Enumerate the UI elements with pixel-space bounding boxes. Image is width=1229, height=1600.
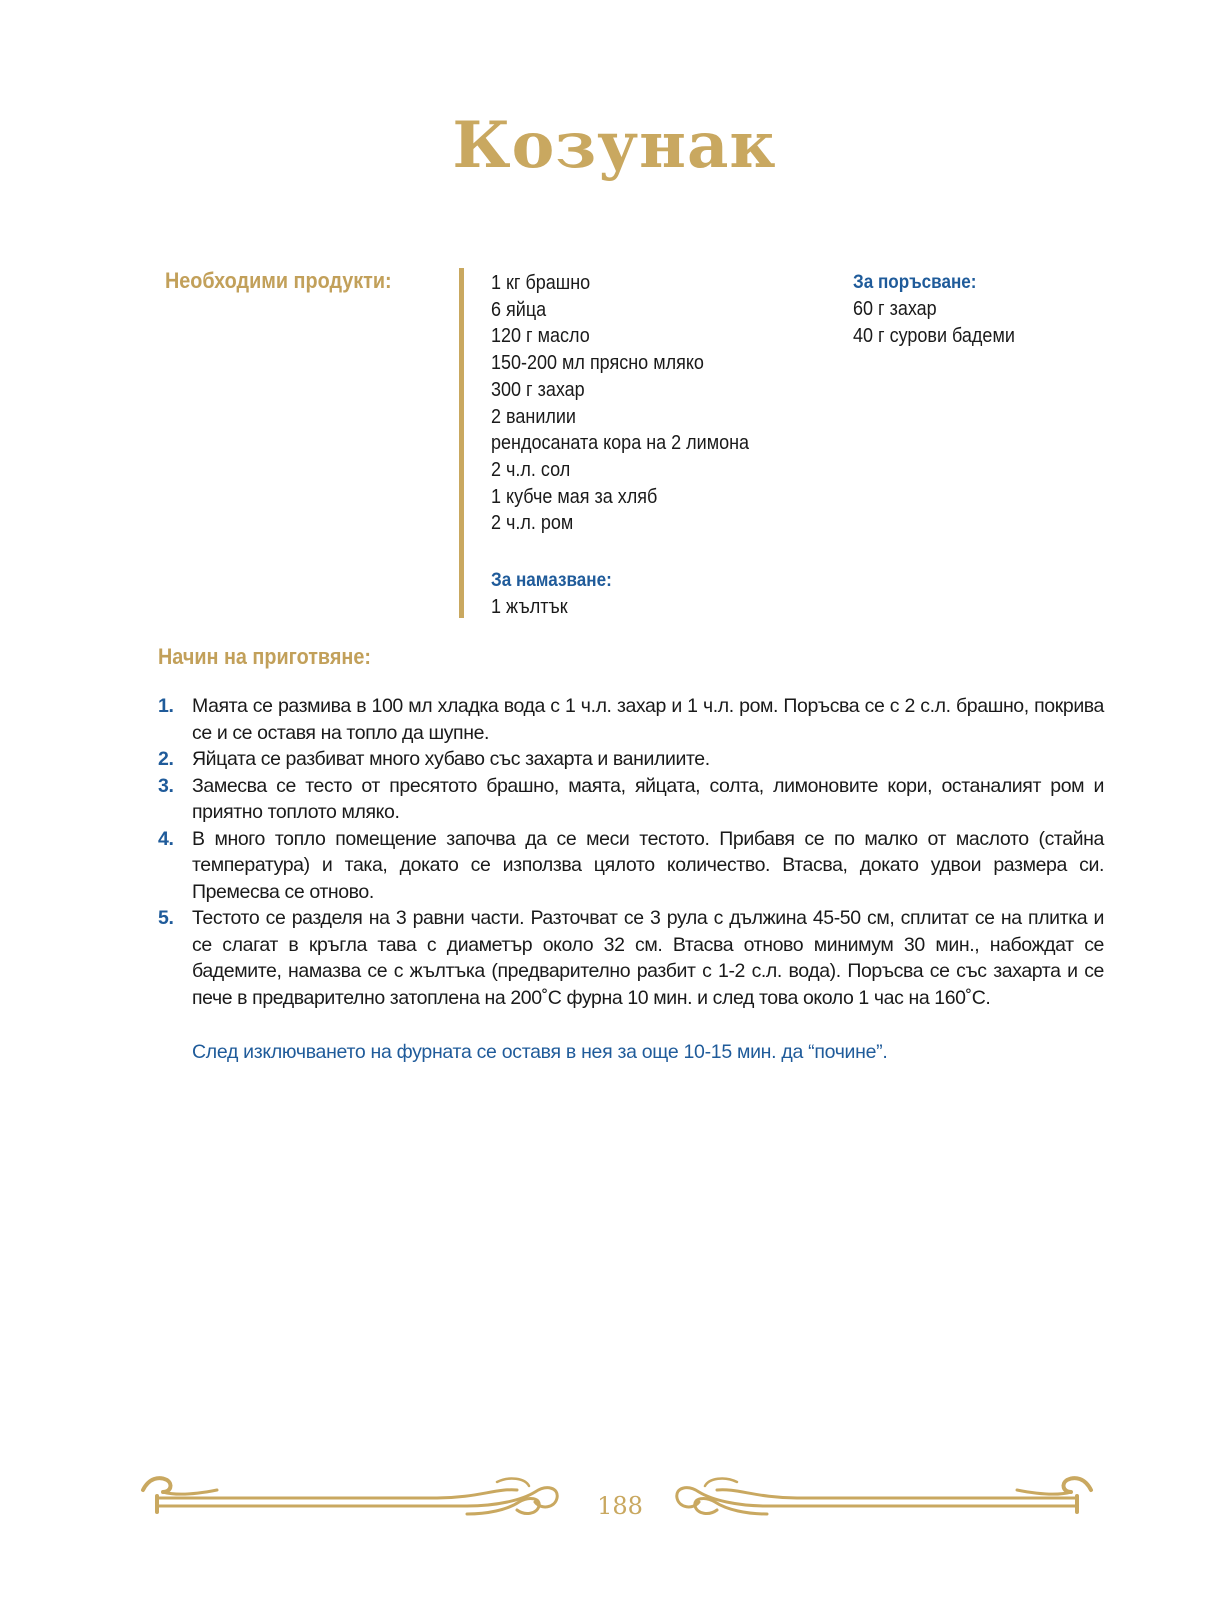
ingredients-heading: Необходими продукти: <box>165 268 392 293</box>
ornamental-scroll-icon <box>137 1470 567 1520</box>
brush-heading: За намазване: <box>491 570 612 591</box>
step-text: Замесва се тесто от пресятото брашно, маята, яйцата, солта, лимоновите кори, останалият ром и приятно топлото мляко. <box>192 774 1104 823</box>
ingredient-item: 1 кг брашно <box>491 272 591 294</box>
method-step <box>158 693 1104 746</box>
sprinkle-heading: За поръсване: <box>853 272 977 293</box>
ingredient-item: 2 ванилии <box>491 405 576 428</box>
step-number: 3. <box>158 774 174 797</box>
ingredient-item: 2 ч.л. сол <box>491 458 571 481</box>
sprinkle-item: 40 г сурови бадеми <box>853 324 1015 347</box>
rest-note: След изключването на фурната се оставя в нея за още 10-15 мин. да “почине”. <box>192 1041 888 1063</box>
step-number: 1. <box>158 695 174 717</box>
sprinkle-item: 60 г захар <box>853 298 937 320</box>
method-step <box>158 773 1104 826</box>
ingredient-item: 300 г захар <box>491 378 585 401</box>
ingredient-item: 6 яйца <box>491 298 547 321</box>
ornamental-scroll-icon <box>667 1470 1097 1520</box>
method-step <box>158 746 1104 773</box>
vertical-divider <box>459 268 464 618</box>
brush-section <box>491 568 625 620</box>
step-text: Яйцата се разбиват много хубаво със захарта и ванилиите. <box>192 748 710 770</box>
step-number: 2. <box>158 748 174 770</box>
brush-item: 1 жълтък <box>491 596 568 618</box>
method-steps <box>158 693 1104 1011</box>
step-number: 4. <box>158 827 174 850</box>
ingredient-item: 2 ч.л. ром <box>491 512 574 535</box>
ingredient-item: рендосаната кора на 2 лимона <box>491 432 750 455</box>
step-text: Маята се размива в 100 мл хладка вода с 1 ч.л. захар и 1 ч.л. ром. Поръсва се с 2 с.л. брашно, покрива се и се оставя на топло да шупне. <box>192 695 1104 744</box>
page-title: Козунак <box>452 108 777 183</box>
ingredient-list <box>491 270 778 537</box>
method-step <box>158 826 1104 906</box>
ingredient-item: 120 г масло <box>491 325 590 348</box>
step-text: Тестото се разделя на 3 равни части. Разточват се 3 рула с дължина 45-50 см, сплитат се на плитка и се слагат в кръгла тава с диаметър около 32 см. Втасва отново минимум 30 мин., набождат се бадемите, намазва се с жълтъка (предварително разбит с 1-2 с.л. вода). Поръсва се със захарта и се пече в предварително затоплена на 200˚С фурна 10 мин. и след това около 1 час на 160˚С. <box>192 907 1104 1009</box>
step-number: 5. <box>158 907 174 929</box>
method-heading: Начин на приготвяне: <box>158 644 371 669</box>
ingredient-item: 150-200 мл прясно мляко <box>491 352 704 375</box>
sprinkle-section <box>853 270 1033 349</box>
sprinkle-list <box>853 296 1033 349</box>
page-number: 188 <box>597 1492 643 1520</box>
ingredient-item: 1 кубче мая за хляб <box>491 485 658 508</box>
method-step <box>158 905 1104 1011</box>
step-text: В много топло помещение започва да се меси тестото. Прибавя се по малко от маслото (стайна температура) и така, докато се използва цялото количество. Втасва, докато удвои размера си. Премесва се отново. <box>192 827 1104 903</box>
